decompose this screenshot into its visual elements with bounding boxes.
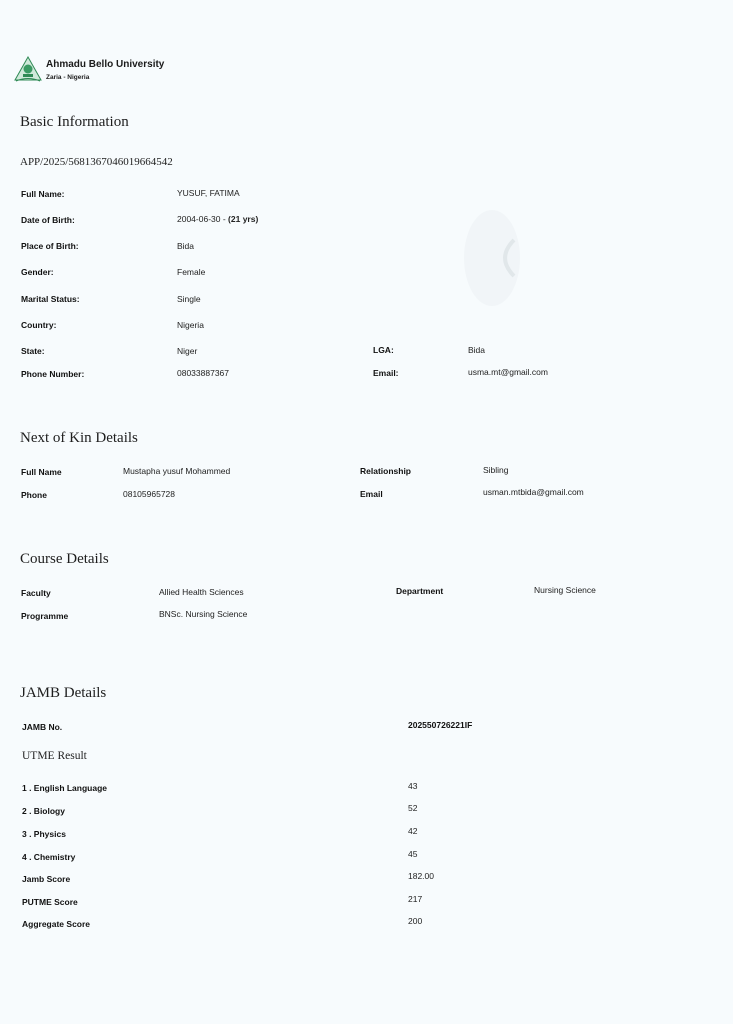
programme-value: BNSc. Nursing Science xyxy=(159,609,248,619)
marital-status-value: Single xyxy=(177,294,201,304)
university-name: Ahmadu Bello University xyxy=(46,59,165,70)
kin-relationship-value: Sibling xyxy=(483,465,509,475)
jamb-no-label: JAMB No. xyxy=(22,722,63,732)
chemistry-score: 45 xyxy=(408,849,418,859)
english-score: 43 xyxy=(408,781,418,791)
basic-info-title: Basic Information xyxy=(20,114,129,130)
jamb-score-value: 182.00 xyxy=(408,871,434,881)
phone-number-label: Phone Number: xyxy=(21,369,85,379)
programme-label: Programme xyxy=(21,611,69,621)
country-value: Nigeria xyxy=(177,320,204,330)
utme-result-title: UTME Result xyxy=(22,750,87,762)
state-label: State: xyxy=(21,346,45,356)
watermark-crest-icon xyxy=(462,208,542,308)
putme-score-value: 217 xyxy=(408,894,423,904)
faculty-value: Allied Health Sciences xyxy=(159,587,244,597)
email-label: Email: xyxy=(373,368,399,378)
state-value: Niger xyxy=(177,346,198,356)
marital-status-label: Marital Status: xyxy=(21,294,80,304)
university-crest-icon xyxy=(14,56,42,82)
aggregate-score-value: 200 xyxy=(408,916,423,926)
full-name-label: Full Name: xyxy=(21,189,65,199)
country-label: Country: xyxy=(21,320,57,330)
english-label: 1 . English Language xyxy=(22,783,108,793)
place-of-birth-value: Bida xyxy=(177,241,195,251)
next-of-kin-title: Next of Kin Details xyxy=(20,430,138,446)
kin-email-label: Email xyxy=(360,489,383,499)
kin-phone-value: 08105965728 xyxy=(123,489,176,499)
email-value: usma.mt@gmail.com xyxy=(468,367,548,377)
physics-score: 42 xyxy=(408,826,418,836)
application-id: APP/2025/5681367046019664542 xyxy=(20,156,173,168)
dob-value xyxy=(177,214,258,224)
phone-number-value: 08033887367 xyxy=(177,368,230,378)
kin-full-name-value: Mustapha yusuf Mohammed xyxy=(123,466,231,476)
kin-email-value: usman.mtbida@gmail.com xyxy=(483,487,584,497)
aggregate-score-label: Aggregate Score xyxy=(22,919,91,929)
kin-phone-label: Phone xyxy=(21,490,47,500)
place-of-birth-label: Place of Birth: xyxy=(21,241,79,251)
jamb-score-label: Jamb Score xyxy=(22,874,71,884)
department-label: Department xyxy=(396,586,444,596)
lga-label: LGA: xyxy=(373,345,394,355)
putme-score-label: PUTME Score xyxy=(22,897,78,907)
lga-value: Bida xyxy=(468,345,486,355)
full-name-value: YUSUF, FATIMA xyxy=(177,188,240,198)
department-value: Nursing Science xyxy=(534,585,596,595)
jamb-details-title: JAMB Details xyxy=(20,685,107,701)
biology-label: 2 . Biology xyxy=(22,806,65,816)
course-details-title: Course Details xyxy=(20,551,109,567)
dob-date: 2004-06-30 - xyxy=(177,214,229,224)
kin-full-name-label: Full Name xyxy=(21,467,62,477)
jamb-no-value: 202550726221IF xyxy=(408,720,473,730)
dob-label: Date of Birth: xyxy=(21,215,75,225)
kin-relationship-label: Relationship xyxy=(360,466,412,476)
dob-age: (21 yrs) xyxy=(228,214,259,224)
chemistry-label: 4 . Chemistry xyxy=(22,852,76,862)
biology-score: 52 xyxy=(408,803,418,813)
physics-label: 3 . Physics xyxy=(22,829,66,839)
gender-value: Female xyxy=(177,267,206,277)
faculty-label: Faculty xyxy=(21,588,51,598)
gender-label: Gender: xyxy=(21,267,54,277)
university-location: Zaria - Nigeria xyxy=(46,74,90,81)
